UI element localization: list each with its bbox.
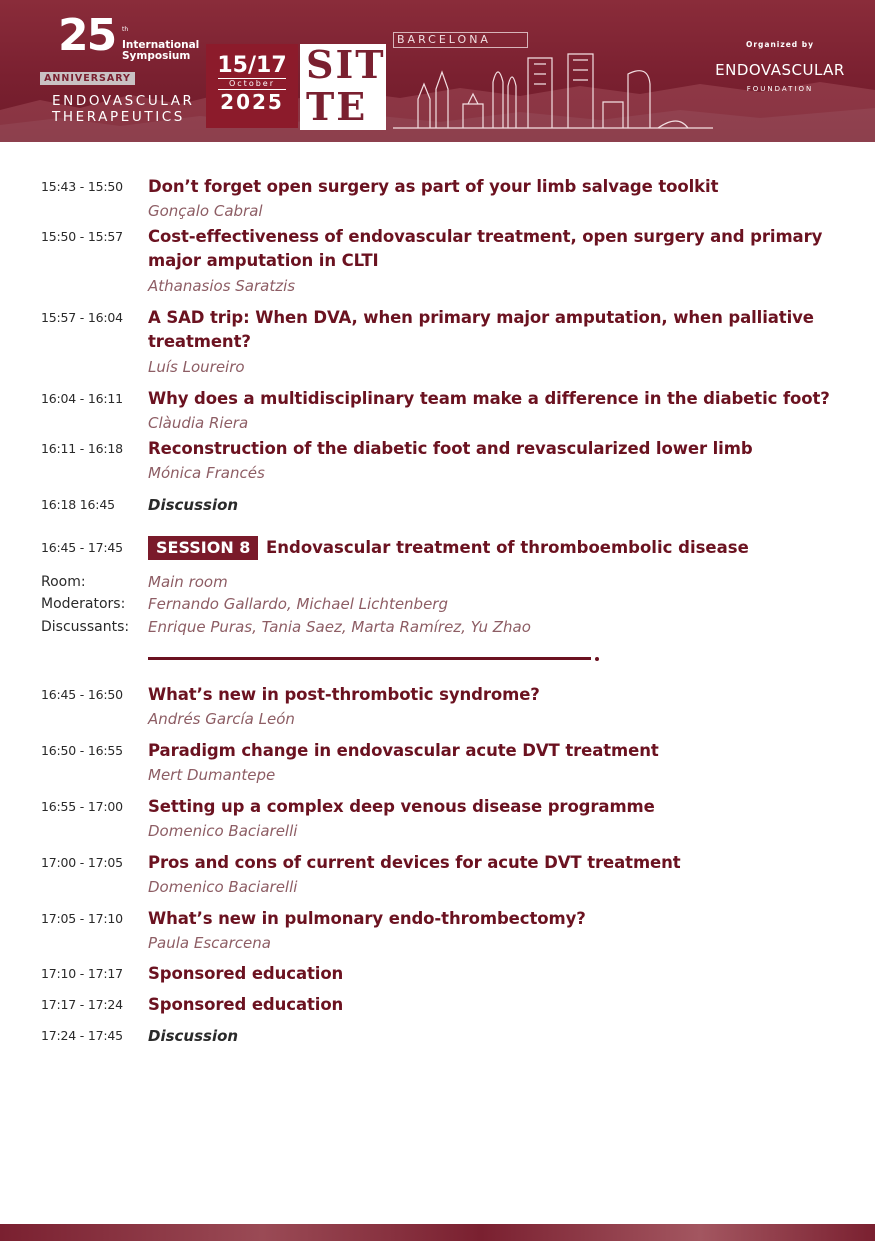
talk-title: Pros and cons of current devices for acute DVT treatment — [148, 853, 681, 872]
section-divider-dot — [595, 657, 599, 661]
header-banner — [0, 0, 875, 142]
room-label: Room: — [41, 574, 86, 590]
talk-title: Why does a multidisciplinary team make a difference in the diabetic foot? — [148, 389, 830, 408]
anniversary-number: 25 — [58, 10, 116, 61]
talk-time: 16:04 - 16:11 — [41, 391, 123, 406]
site-logo-row1: SIT — [306, 42, 386, 87]
symposium-label: International Symposium — [122, 39, 200, 62]
sponsored-title: Sponsored education — [148, 964, 344, 983]
talk-speaker: Domenico Baciarelli — [148, 878, 298, 896]
organizer-subtitle: FOUNDATION — [746, 85, 814, 93]
talk-speaker: Paula Escarcena — [148, 934, 271, 952]
session-title: Endovascular treatment of thromboembolic disease — [266, 538, 749, 557]
talk-title: Reconstruction of the diabetic foot and revascularized lower limb — [148, 439, 753, 458]
talk-title: What’s new in post-thrombotic syndrome? — [148, 685, 540, 704]
site-logo — [300, 44, 386, 130]
talk-title: What’s new in pulmonary endo-thrombectomy? — [148, 909, 586, 928]
talk-time: 16:50 - 16:55 — [41, 743, 123, 758]
talk-speaker: Andrés García León — [148, 710, 295, 728]
talk-speaker: Mert Dumantepe — [148, 766, 276, 784]
event-days: 15/17 — [217, 53, 287, 78]
city-label: BARCELONA — [393, 32, 528, 48]
talk-time: 16:45 - 16:50 — [41, 687, 123, 702]
organizer-name: ENDOVASCULAR — [715, 61, 845, 79]
talk-title: Cost-effectiveness of endovascular treatment, open surgery and primary major amputation in CLTI — [148, 227, 823, 270]
organizer-block — [700, 40, 860, 93]
event-month: October — [218, 78, 286, 90]
discussion-time: 16:18 16:45 — [41, 497, 115, 512]
room-value: Main room — [148, 573, 228, 591]
talk-time: 17:00 - 17:05 — [41, 855, 123, 870]
moderators-label: Moderators: — [41, 596, 126, 612]
talk-speaker: Domenico Baciarelli — [148, 822, 298, 840]
talk-title: Setting up a complex deep venous disease programme — [148, 797, 655, 816]
discussion-label: Discussion — [148, 1027, 239, 1045]
section-divider — [148, 657, 591, 660]
therapeutics-label: ENDOVASCULAR THERAPEUTICS — [52, 93, 195, 125]
event-year: 2025 — [220, 90, 284, 114]
talk-time: 15:50 - 15:57 — [41, 229, 123, 244]
talk-title: Paradigm change in endovascular acute DVT treatment — [148, 741, 659, 760]
discussion-label: Discussion — [148, 496, 239, 514]
organized-by-label: Organized by — [745, 40, 815, 49]
session-time: 16:45 - 17:45 — [41, 540, 123, 555]
talk-speaker: Clàudia Riera — [148, 414, 249, 432]
footer-banner — [0, 1224, 875, 1241]
anniversary-logo — [40, 12, 205, 130]
talk-speaker: Mónica Francés — [148, 464, 265, 482]
talk-time: 17:05 - 17:10 — [41, 911, 123, 926]
talk-speaker: Luís Loureiro — [148, 358, 245, 376]
barcelona-skyline-illustration — [388, 44, 718, 134]
talk-title: Don’t forget open surgery as part of your limb salvage toolkit — [148, 177, 719, 196]
talk-speaker: Athanasios Saratzis — [148, 277, 296, 295]
sponsored-title: Sponsored education — [148, 995, 344, 1014]
moderators-value: Fernando Gallardo, Michael Lichtenberg — [148, 595, 448, 613]
talk-time: 16:11 - 16:18 — [41, 441, 123, 456]
talk-title: A SAD trip: When DVA, when primary major amputation, when palliative treatment? — [148, 308, 814, 351]
event-dates — [206, 44, 298, 128]
discussants-value: Enrique Puras, Tania Saez, Marta Ramírez, Yu Zhao — [148, 618, 531, 636]
session-badge: SESSION 8 — [148, 536, 258, 560]
discussants-label: Discussants: — [41, 619, 130, 635]
talk-time: 15:57 - 16:04 — [41, 310, 123, 325]
anniversary-label: ANNIVERSARY — [40, 72, 135, 85]
talk-time: 15:43 - 15:50 — [41, 179, 123, 194]
sponsored-time: 17:17 - 17:24 — [41, 997, 123, 1012]
talk-speaker: Gonçalo Cabral — [148, 202, 263, 220]
anniversary-suffix: th — [122, 26, 129, 33]
site-logo-row2: TE — [306, 84, 368, 129]
sponsored-time: 17:10 - 17:17 — [41, 966, 123, 981]
talk-time: 16:55 - 17:00 — [41, 799, 123, 814]
discussion-time: 17:24 - 17:45 — [41, 1028, 123, 1043]
